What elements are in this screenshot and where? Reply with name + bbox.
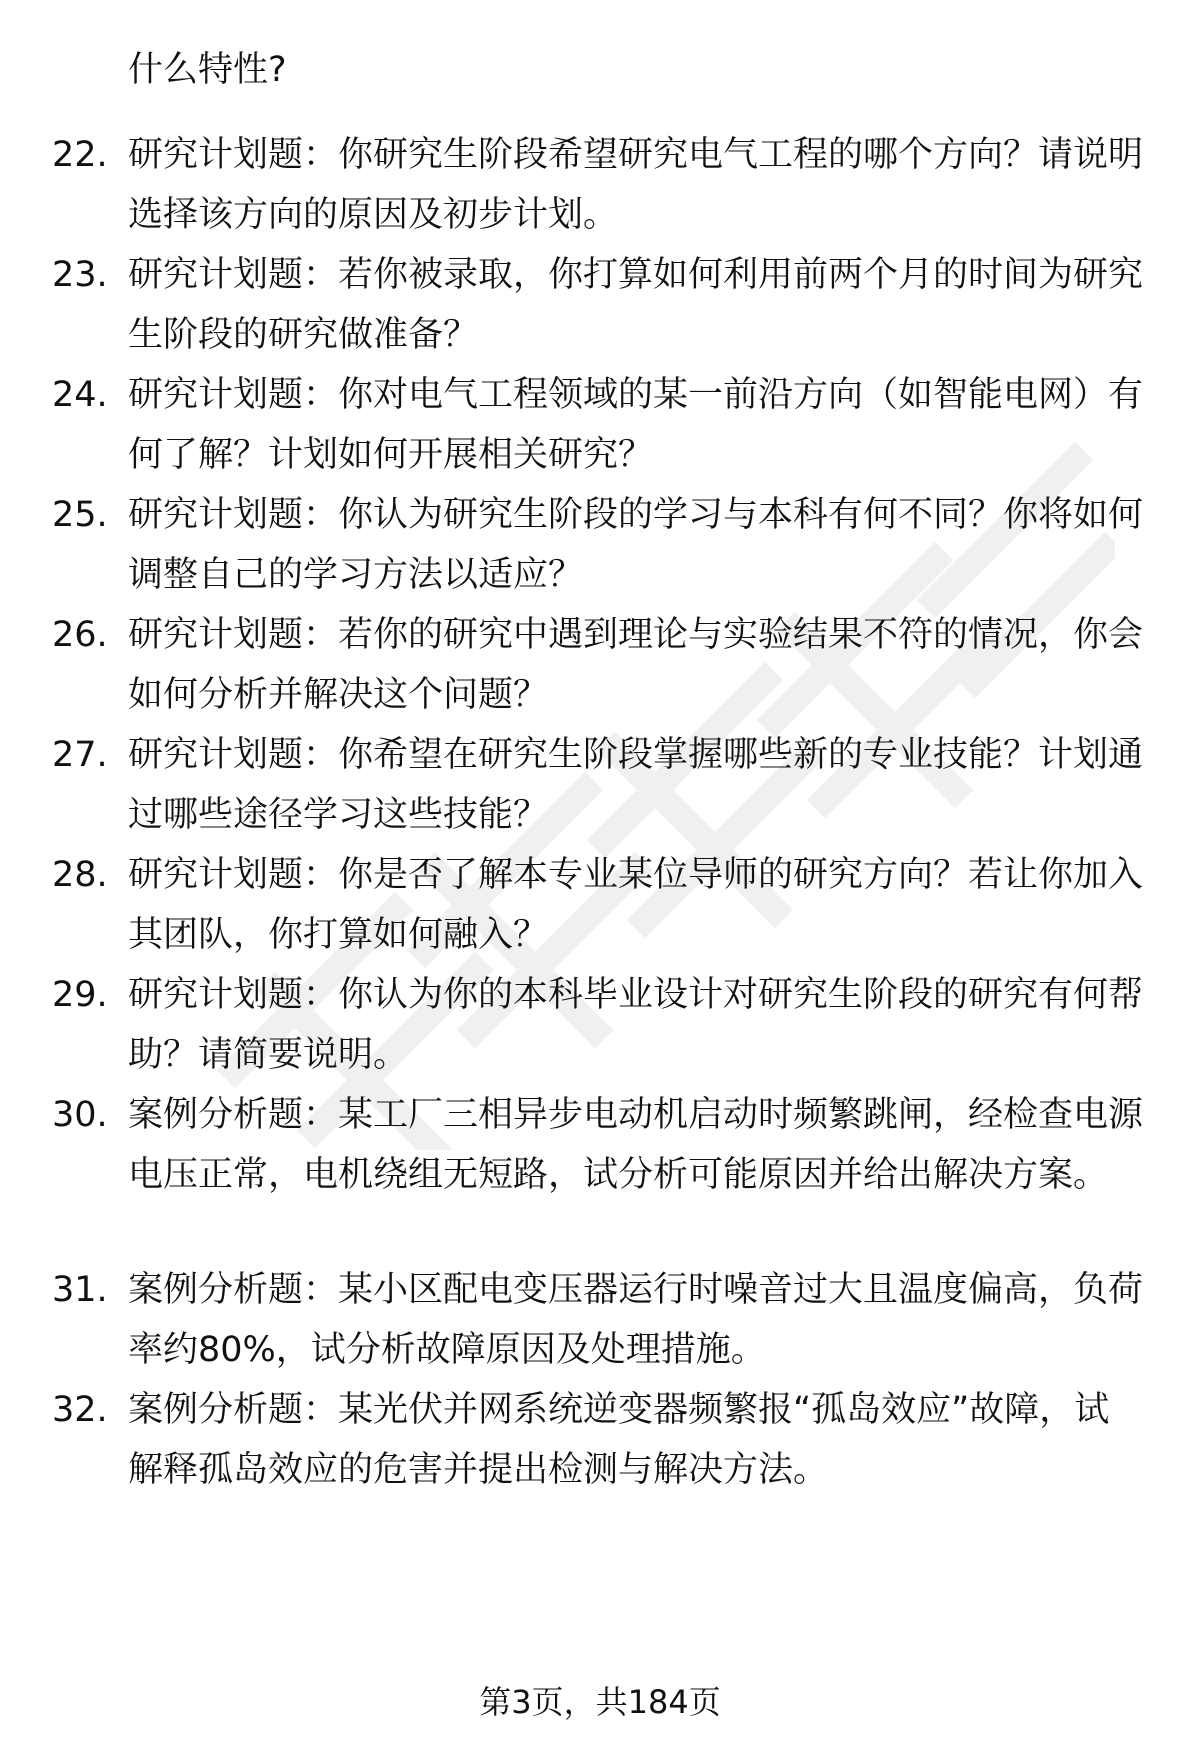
list-item-continuation [52, 40, 1152, 100]
question-number: 32. [52, 1390, 108, 1430]
question-text: 研究计划题：若你的研究中遇到理论与实验结果不符的情况，你会如何分析并解决这个问题？ [128, 615, 1144, 715]
question-text: 研究计划题：你认为你的本科毕业设计对研究生阶段的研究有何帮助？请简要说明。 [128, 975, 1144, 1075]
question-text: 案例分析题：某工厂三相异步电动机启动时频繁跳闸，经检查电源电压正常，电机绕组无短路，试分析可能原因并给出解决方案。 [128, 1095, 1144, 1195]
question-number: 22. [52, 135, 108, 175]
question-number: 28. [52, 855, 108, 895]
question-text: 案例分析题：某小区配电变压器运行时噪音过大且温度偏高，负荷率约80%，试分析故障原因及处理措施。 [128, 1270, 1144, 1370]
question-text: 什么特性? [128, 50, 287, 90]
list-item [52, 125, 1152, 245]
question-number: 31. [52, 1270, 108, 1310]
list-item [52, 1085, 1152, 1205]
question-text: 研究计划题：你对电气工程领域的某一前沿方向（如智能电网）有何了解？计划如何开展相关研究？ [128, 375, 1144, 475]
list-item [52, 365, 1152, 485]
page-footer: 第3页，共184页 [479, 1683, 721, 1721]
question-text: 案例分析题：某光伏并网系统逆变器频繁报“孤岛效应”故障，试解释孤岛效应的危害并提出检测与解决方法。 [128, 1390, 1110, 1490]
list-item [52, 845, 1152, 965]
list-item [52, 245, 1152, 365]
question-text: 研究计划题：你研究生阶段希望研究电气工程的哪个方向？请说明选择该方向的原因及初步计划。 [128, 135, 1144, 235]
list-item [52, 605, 1152, 725]
list-item [52, 725, 1152, 845]
question-number: 25. [52, 495, 108, 535]
question-number: 24. [52, 375, 108, 415]
question-number: 23. [52, 255, 108, 295]
question-text: 研究计划题：若你被录取，你打算如何利用前两个月的时间为研究生阶段的研究做准备？ [128, 255, 1144, 355]
list-item [52, 1260, 1152, 1380]
question-number: 30. [52, 1095, 108, 1135]
question-number: 27. [52, 735, 108, 775]
list-item [52, 485, 1152, 605]
list-item [52, 965, 1152, 1085]
question-text: 研究计划题：你希望在研究生阶段掌握哪些新的专业技能？计划通过哪些途径学习这些技能？ [128, 735, 1144, 835]
question-text: 研究计划题：你是否了解本专业某位导师的研究方向？若让你加入其团队，你打算如何融入？ [128, 855, 1144, 955]
question-number: 29. [52, 975, 108, 1015]
question-number: 26. [52, 615, 108, 655]
question-text: 研究计划题：你认为研究生阶段的学习与本科有何不同？你将如何调整自己的学习方法以适应？ [128, 495, 1144, 595]
list-item [52, 1380, 1152, 1500]
